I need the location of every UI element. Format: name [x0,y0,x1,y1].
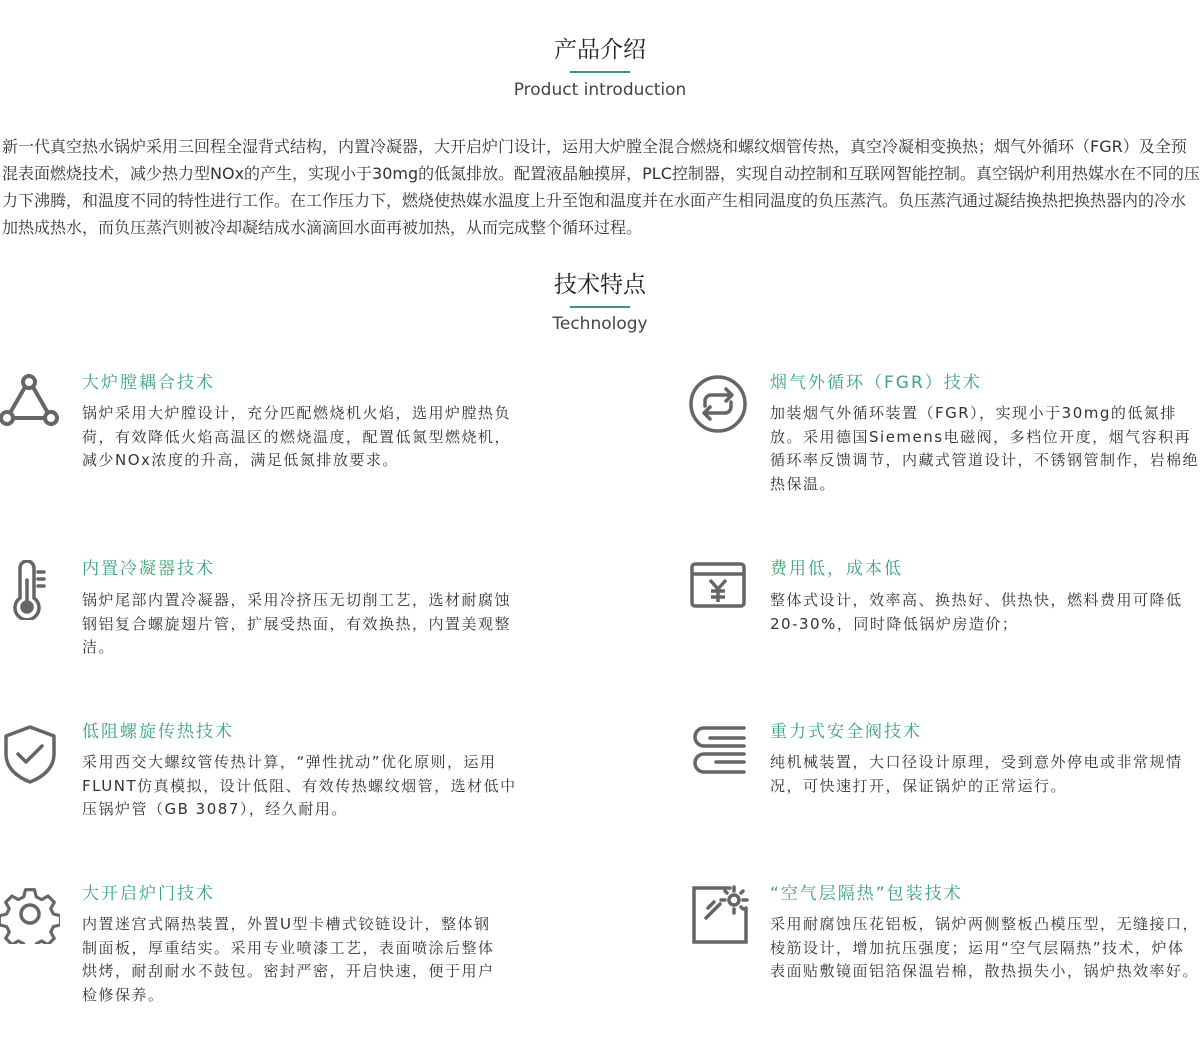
triangle-network-icon [0,372,60,432]
tech-section-title: 技术特点 [554,272,646,298]
feature-title: 内置冷凝器技术 [82,559,215,579]
tech-title-underline [570,306,630,308]
yen-card-icon [688,558,748,618]
feature-description: 锅炉采用大炉膛设计，充分匹配燃烧机火焰，选用炉膛热负荷，有效降低火焰高温区的燃烧温度，配置低氮型燃烧机，减少NOx浓度的升高，满足低氮排放要求。 [82,404,512,469]
feature-title: “空气层隔热”包装技术 [770,884,963,904]
feature-description: 整体式设计，效率高、换热好、供热快，燃料费用可降低20-30%，同时降低锅炉房造价； [770,591,1183,633]
feature-description: 加装烟气外循环装置（FGR），实现小于30mg的低氮排放。采用德国Siemens电磁阀，多档位开度，烟气容积再循环率反馈调节，内藏式管道设计，不锈钢管制作，岩棉绝热保温。 [770,404,1200,493]
feature-description: 纯机械装置，大口径设计原理，受到意外停电或非常规情况，可快速打开，保证锅炉的正常运行。 [770,753,1183,795]
feature-title: 费用低，成本低 [770,559,903,579]
feature-description: 采用西交大螺纹管传热计算，“弹性扰动”优化原则，运用FLUNT仿真模拟，设计低阻、有效传热螺纹烟管，选材低中压锅炉管（GB 3087），经久耐用。 [82,753,517,818]
feature-title: 大开启炉门技术 [82,884,215,904]
thermometer-icon [0,560,60,620]
intro-title-underline [570,71,630,73]
shield-check-icon [0,724,60,784]
recycle-icon [688,374,748,434]
feature-description: 内置迷宫式隔热装置，外置U型卡槽式铰链设计，整体钢制面板，厚重结实。采用专业喷漆工艺，表面喷涂后整体烘烤，耐刮耐水不鼓包。密封严密，开启快速，便于用户检修保养。 [82,915,495,1004]
feature-title: 低阻螺旋传热技术 [82,722,234,742]
spray-panel-icon [690,884,750,944]
intro-section-title: 产品介绍 [554,37,646,63]
intro-paragraph: 新一代真空热水锅炉采用三回程全湿背式结构，内置冷凝器，大开启炉门设计，运用大炉膛全混合燃烧和螺纹烟管传热，真空冷凝相变换热；烟气外循环（FGR）及全预混表面燃烧技术，减少热力型NOx的产生，实现小于30mg的低氮排放。配置液晶触摸屏，PLC控制器，实现自动控制和互联网智能控制。真空锅炉利用热媒水在不同的压力下沸腾，和温度不同的特性进行工作。在工作压力下，燃烧使热媒水温度上升至饱和温度并在水面产生相同温度的负压蒸汽。负压蒸汽通过凝结换热把换热器内的冷水加热成热水，而负压蒸汽则被冷却凝结成水滴滴回水面再被加热，从而完成整个循环过程。 [2,137,1200,237]
feature-title: 大炉膛耦合技术 [82,373,215,393]
tech-section-subtitle: Technology [552,314,648,334]
valve-pipe-icon [688,716,748,776]
feature-title: 重力式安全阀技术 [770,722,922,742]
feature-title: 烟气外循环（FGR）技术 [770,373,982,393]
intro-section-subtitle: Product introduction [513,80,687,100]
gear-icon [0,884,60,944]
feature-description: 锅炉尾部内置冷凝器，采用冷挤压无切削工艺，选材耐腐蚀钢铝复合螺旋翅片管，扩展受热面，有效换热，内置美观整洁。 [82,591,512,656]
feature-description: 采用耐腐蚀压花铝板，锅炉两侧整板凸模压型，无缝接口，棱筋设计，增加抗压强度；运用“空气层隔热”技术，炉体表面贴敷镜面铝箔保温岩棉，散热损失小，锅炉热效率好。 [770,915,1200,980]
